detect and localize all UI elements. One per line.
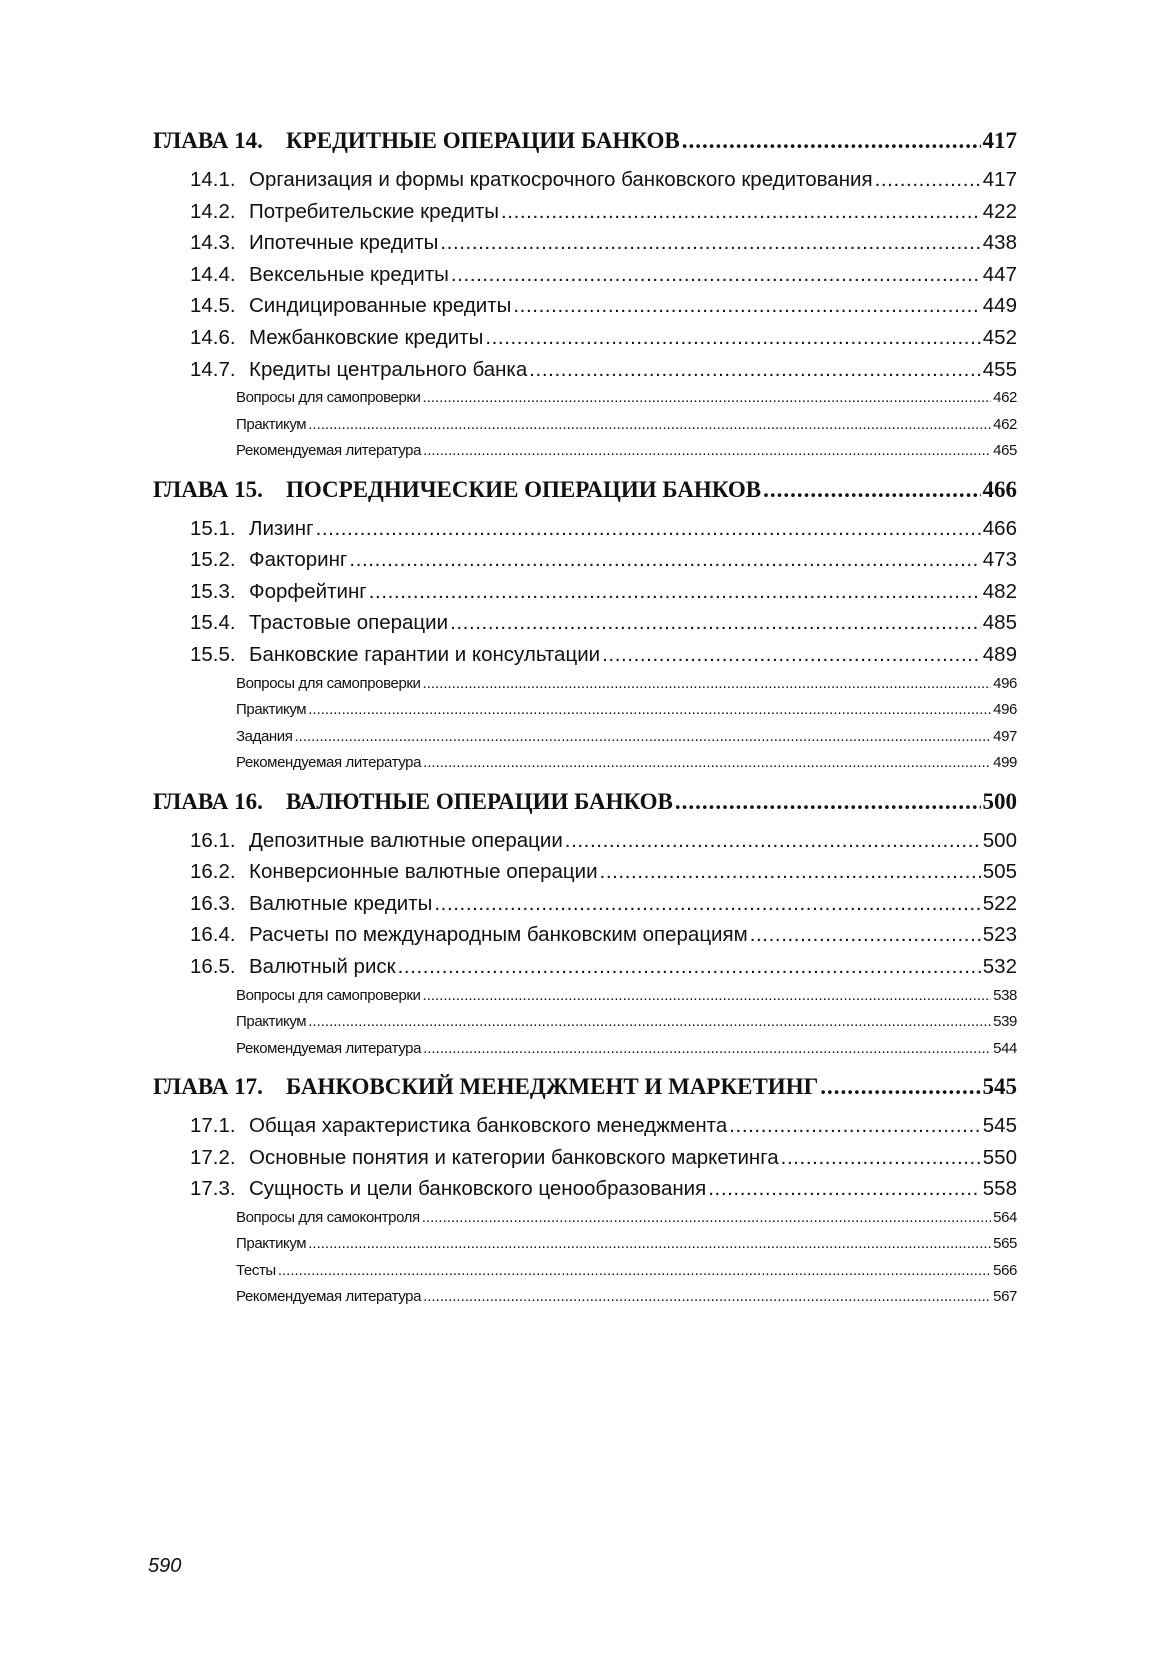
section-page: 485: [982, 611, 1017, 635]
section-page: 482: [982, 579, 1017, 603]
section-page: 466: [982, 516, 1017, 540]
chapter-page: 500: [982, 788, 1017, 814]
extra-page: 539: [993, 1013, 1017, 1031]
toc-section-entry[interactable]: [153, 544, 1017, 576]
extra-page: 566: [993, 1261, 1017, 1279]
leader-dots: [423, 983, 992, 1010]
section-title: Основные понятия и категории банковского маркетинга: [249, 1145, 779, 1169]
leader-dots: [308, 1009, 991, 1036]
extra-title: Вопросы для самоконтроля: [236, 1208, 420, 1226]
leader-dots: [513, 290, 980, 322]
leader-dots: [485, 322, 980, 354]
section-page: 438: [982, 231, 1017, 255]
section-number: 15.1.: [190, 516, 236, 540]
section-title: Депозитные валютные операции: [249, 828, 563, 852]
chapter-page: 417: [982, 128, 1017, 153]
section-title: Форфейтинг: [249, 579, 367, 603]
extra-page: 462: [993, 389, 1017, 407]
leader-dots: [440, 227, 980, 259]
toc-section-entry[interactable]: [153, 1142, 1017, 1174]
section-number: 16.2.: [190, 860, 236, 884]
leader-dots: [682, 126, 981, 156]
toc-extra-entry[interactable]: [153, 750, 1017, 777]
section-number: 14.7.: [190, 357, 236, 381]
toc-section-entry[interactable]: [153, 354, 1017, 386]
section-number: 16.3.: [190, 891, 236, 915]
leader-dots: [423, 1036, 991, 1063]
leader-dots: [278, 1258, 991, 1285]
extra-title: Задания: [236, 727, 293, 745]
section-title: Лизинг: [249, 516, 314, 540]
chapter-gap: [153, 1062, 1017, 1072]
extra-page: 462: [993, 415, 1017, 433]
section-title: Организация и формы краткосрочного банковского кредитования: [249, 168, 873, 191]
section-number: 16.4.: [190, 923, 236, 947]
chapter-number: ГЛАВА 17.: [153, 1074, 263, 1100]
extra-title: Рекомендуемая литература: [236, 1288, 422, 1306]
toc-section-entry[interactable]: [153, 1173, 1017, 1205]
section-number: 14.4.: [190, 262, 236, 286]
toc-section-entry[interactable]: [153, 227, 1017, 259]
section-page: 558: [982, 1177, 1017, 1201]
section-page: 505: [982, 860, 1017, 884]
chapter-heading[interactable]: [153, 126, 1017, 156]
section-page: 545: [982, 1114, 1017, 1138]
chapter-block: [153, 475, 1017, 777]
extra-page: 499: [993, 754, 1017, 772]
chapter-heading[interactable]: [153, 475, 1017, 505]
toc-section-entry[interactable]: [153, 322, 1017, 354]
section-page: 522: [982, 891, 1017, 915]
section-page: 417: [982, 168, 1017, 191]
leader-dots: [423, 750, 991, 777]
toc-extra-entry[interactable]: [153, 385, 1017, 412]
leader-dots: [708, 1173, 981, 1205]
leader-dots: [423, 671, 992, 698]
leader-dots: [763, 475, 980, 505]
chapter-heading[interactable]: [153, 787, 1017, 817]
toc-extra-entry[interactable]: [153, 1258, 1017, 1285]
toc-section-entry[interactable]: [153, 259, 1017, 291]
section-title: Синдицированные кредиты: [249, 294, 512, 318]
chapter-heading[interactable]: [153, 1072, 1017, 1102]
leader-dots: [316, 513, 981, 545]
section-number: 14.5.: [190, 294, 236, 318]
extra-title: Практикум: [236, 1235, 307, 1253]
leader-dots: [565, 825, 981, 857]
extra-title: Рекомендуемая литература: [236, 754, 422, 772]
extra-title: Рекомендуемая литература: [236, 1039, 422, 1057]
extra-page: 567: [993, 1288, 1017, 1306]
chapter-number: ГЛАВА 15.: [153, 476, 263, 502]
leader-dots: [600, 856, 981, 888]
leader-dots: [434, 888, 980, 920]
section-title: Сущность и цели банковского ценообразования: [249, 1177, 707, 1201]
section-number: 15.2.: [190, 548, 236, 572]
extra-page: 496: [993, 674, 1017, 692]
toc-extra-entry[interactable]: [153, 438, 1017, 465]
toc-section-entry[interactable]: [153, 1110, 1017, 1142]
leader-dots: [308, 697, 991, 724]
toc-section-entry[interactable]: [153, 164, 1017, 196]
leader-dots: [423, 438, 991, 465]
chapter-block: [153, 787, 1017, 1062]
toc-extra-entry[interactable]: [153, 697, 1017, 724]
leader-dots: [422, 1205, 991, 1232]
section-title: Валютный риск: [249, 955, 396, 978]
leader-dots: [308, 1231, 991, 1258]
toc-extra-entry[interactable]: [153, 671, 1017, 698]
section-number: 14.2.: [190, 199, 236, 223]
chapter-gap: [153, 777, 1017, 787]
leader-dots: [369, 576, 981, 608]
section-page: 452: [982, 325, 1017, 349]
section-page: 489: [982, 643, 1017, 667]
section-title: Общая характеристика банковского менеджмента: [249, 1114, 728, 1138]
extra-title: Тесты: [236, 1261, 276, 1279]
leader-dots: [675, 787, 981, 817]
section-number: 17.2.: [190, 1145, 236, 1169]
leader-dots: [729, 1110, 981, 1142]
leader-dots: [529, 354, 981, 386]
extra-page: 564: [993, 1208, 1017, 1226]
extra-page: 497: [993, 727, 1017, 745]
toc-section-entry[interactable]: [153, 607, 1017, 639]
chapter-page: 545: [982, 1074, 1017, 1100]
leader-dots: [294, 724, 991, 751]
section-title: Потребительские кредиты: [249, 199, 499, 223]
toc-section-entry[interactable]: [153, 888, 1017, 920]
page-number: 590: [148, 1555, 182, 1577]
section-page: 473: [982, 548, 1017, 572]
section-title: Валютные кредиты: [249, 891, 433, 915]
leader-dots: [781, 1142, 981, 1174]
chapter-page: 466: [982, 476, 1017, 502]
leader-dots: [451, 259, 981, 291]
section-page: 449: [982, 294, 1017, 318]
section-number: 15.4.: [190, 611, 236, 635]
chapter-title: БАНКОВСКИЙ МЕНЕДЖМЕНТ И МАРКЕТИНГ: [286, 1074, 819, 1100]
section-page: 447: [982, 262, 1017, 286]
extra-page: 465: [993, 442, 1017, 460]
section-title: Кредиты центрального банка: [249, 357, 528, 381]
extra-page: 544: [993, 1039, 1017, 1057]
section-title: Факторинг: [249, 548, 348, 572]
extra-title: Практикум: [236, 415, 307, 433]
toc-extra-entry[interactable]: [153, 1009, 1017, 1036]
leader-dots: [501, 196, 981, 228]
section-number: 14.3.: [190, 231, 236, 255]
extra-page: 538: [993, 986, 1017, 1004]
chapter-title: ВАЛЮТНЫЕ ОПЕРАЦИИ БАНКОВ: [286, 788, 673, 814]
section-number: 17.1.: [190, 1114, 236, 1138]
chapter-block: [153, 126, 1017, 465]
leader-dots: [398, 951, 981, 983]
section-title: Вексельные кредиты: [249, 262, 449, 286]
leader-dots: [875, 164, 981, 196]
section-title: Расчеты по международным банковским операциям: [249, 923, 748, 947]
leader-dots: [750, 919, 981, 951]
leader-dots: [450, 607, 981, 639]
section-number: 14.1.: [190, 168, 236, 191]
chapter-number: ГЛАВА 16.: [153, 788, 263, 814]
leader-dots: [308, 412, 991, 439]
section-page: 500: [982, 828, 1017, 852]
extra-page: 565: [993, 1235, 1017, 1253]
section-title: Банковские гарантии и консультации: [249, 643, 601, 667]
leader-dots: [820, 1072, 980, 1102]
toc-section-entry[interactable]: [153, 196, 1017, 228]
toc-section-entry[interactable]: [153, 825, 1017, 857]
extra-title: Практикум: [236, 701, 307, 719]
section-number: 14.6.: [190, 325, 236, 349]
toc-extra-entry[interactable]: [153, 412, 1017, 439]
leader-dots: [423, 1284, 991, 1311]
toc-extra-entry[interactable]: [153, 724, 1017, 751]
toc-section-entry[interactable]: [153, 576, 1017, 608]
section-number: 15.3.: [190, 579, 236, 603]
section-page: 550: [982, 1145, 1017, 1169]
section-number: 16.5.: [190, 955, 236, 978]
toc-extra-entry[interactable]: [153, 983, 1017, 1010]
extra-title: Вопросы для самопроверки: [236, 674, 421, 692]
chapter-title: ПОСРЕДНИЧЕСКИЕ ОПЕРАЦИИ БАНКОВ: [286, 476, 762, 502]
section-page: 455: [982, 357, 1017, 381]
extra-title: Рекомендуемая литература: [236, 442, 422, 460]
section-title: Конверсионные валютные операции: [249, 860, 598, 884]
chapter-number: ГЛАВА 14.: [153, 128, 263, 153]
extra-title: Вопросы для самопроверки: [236, 389, 421, 407]
leader-dots: [423, 385, 992, 412]
toc-section-entry[interactable]: [153, 856, 1017, 888]
toc-section-entry[interactable]: [153, 513, 1017, 545]
section-title: Межбанковские кредиты: [249, 325, 484, 349]
section-title: Ипотечные кредиты: [249, 231, 439, 255]
chapter-title: КРЕДИТНЫЕ ОПЕРАЦИИ БАНКОВ: [286, 128, 680, 153]
leader-dots: [602, 639, 981, 671]
section-number: 15.5.: [190, 643, 236, 667]
section-page: 532: [982, 955, 1017, 978]
section-number: 16.1.: [190, 828, 236, 852]
extra-page: 496: [993, 701, 1017, 719]
chapter-block: [153, 1072, 1017, 1311]
section-page: 422: [982, 199, 1017, 223]
table-of-contents: [153, 126, 1017, 1311]
toc-extra-entry[interactable]: [153, 1036, 1017, 1063]
toc-section-entry[interactable]: [153, 639, 1017, 671]
chapter-gap: [153, 465, 1017, 475]
toc-extra-entry[interactable]: [153, 1231, 1017, 1258]
extra-title: Практикум: [236, 1013, 307, 1031]
extra-title: Вопросы для самопроверки: [236, 986, 421, 1004]
section-page: 523: [982, 923, 1017, 947]
toc-extra-entry[interactable]: [153, 1205, 1017, 1232]
toc-section-entry[interactable]: [153, 290, 1017, 322]
leader-dots: [349, 544, 980, 576]
toc-section-entry[interactable]: [153, 951, 1017, 983]
toc-extra-entry[interactable]: [153, 1284, 1017, 1311]
section-number: 17.3.: [190, 1177, 236, 1201]
section-title: Трастовые операции: [249, 611, 449, 635]
toc-section-entry[interactable]: [153, 919, 1017, 951]
